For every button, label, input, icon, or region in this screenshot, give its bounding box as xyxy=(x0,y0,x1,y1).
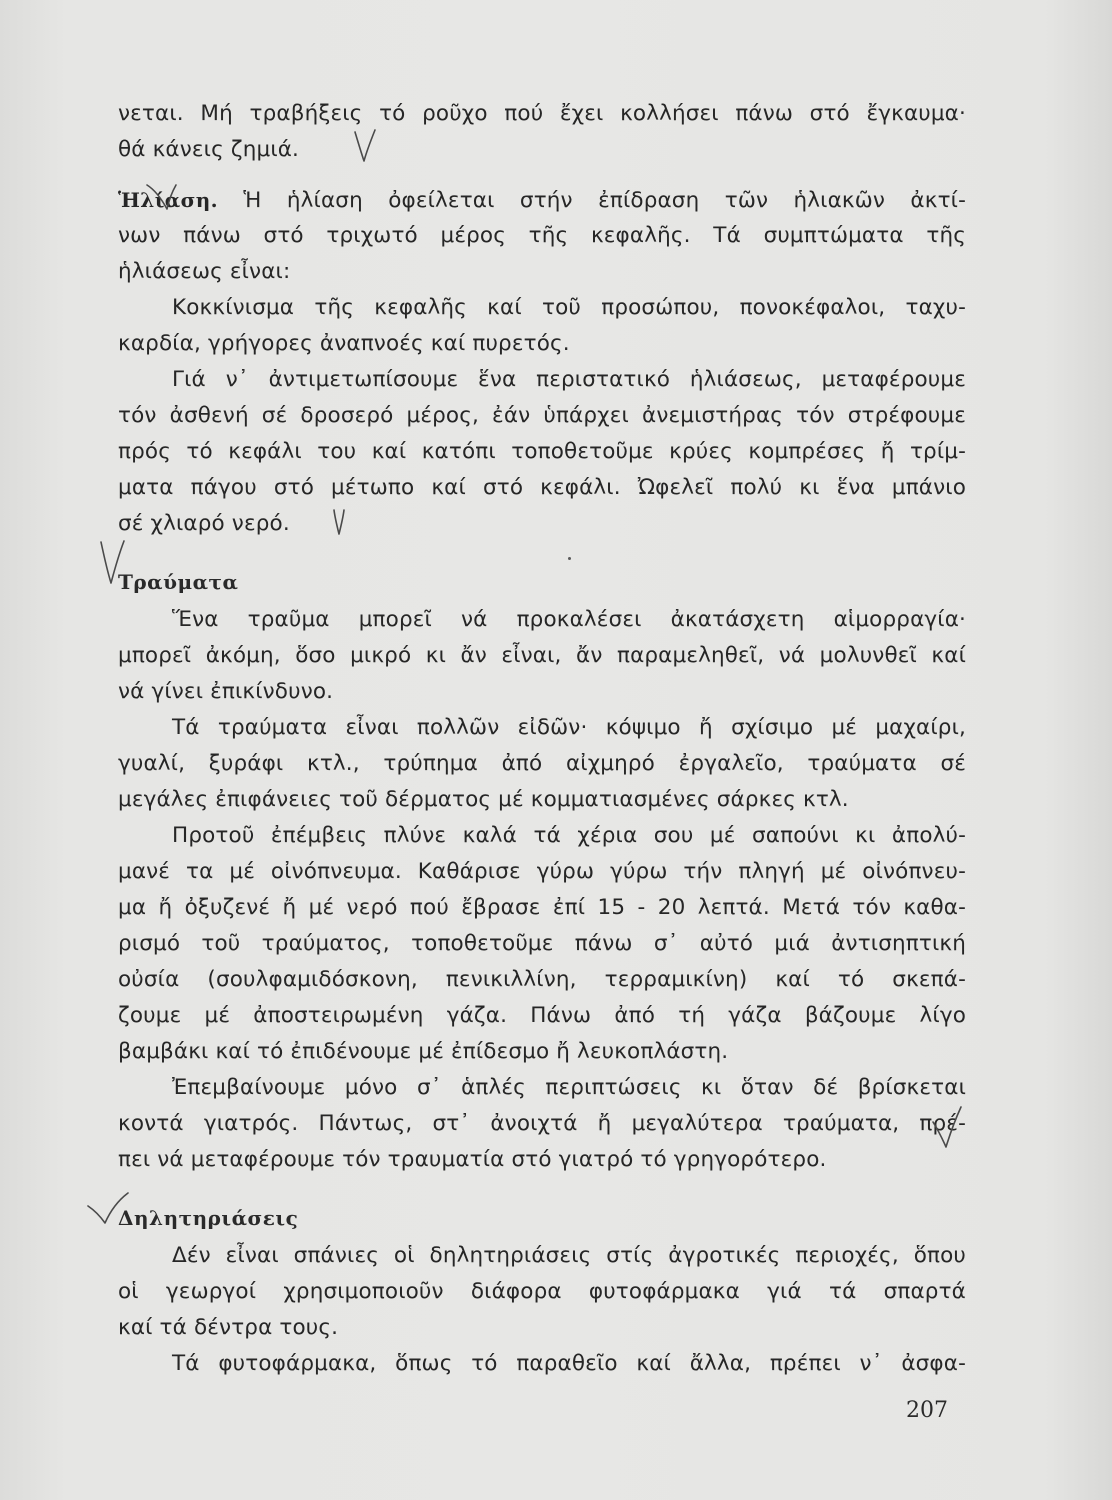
text-line: Γιά ν᾿ ἀντιμετωπίσουμε ἕνα περιστατικό ἡλιάσεως, μεταφέρουμε xyxy=(172,367,966,392)
text-line: πρός τό κεφάλι του καί κατόπι τοποθετοῦμε κρύες κομπρέσες ἤ τρίμ- xyxy=(118,439,966,464)
text-line: νά γίνει ἐπικίνδυνο. xyxy=(118,679,334,704)
text-line: Κοκκίνισμα τῆς κεφαλῆς καί τοῦ προσώπου, πονοκέφαλοι, ταχυ- xyxy=(172,295,966,320)
text-line: μπορεῖ ἀκόμη, ὅσο μικρό κι ἄν εἶναι, ἄν παραμεληθεῖ, νά μολυνθεῖ καί xyxy=(118,643,966,668)
ink-speck xyxy=(568,557,571,560)
page-text xyxy=(118,96,966,1382)
text-line: Προτοῦ ἐπέμβεις πλύνε καλά τά χέρια σου μέ σαπούνι κι ἀπολύ- xyxy=(172,823,966,848)
page-number: 207 xyxy=(906,1398,948,1423)
text-line: σέ χλιαρό νερό. xyxy=(118,511,290,536)
text-line: ρισμό τοῦ τραύματος, τοποθετοῦμε πάνω σ᾿ αὐτό μιά ἀντισηπτική xyxy=(118,931,966,956)
text-line: κοντά γιατρός. Πάντως, στ᾿ ἀνοιχτά ἤ μεγαλύτερα τραύματα, πρέ- xyxy=(118,1111,966,1136)
text-line: βαμβάκι καί τό ἐπιδένουμε μέ ἐπίδεσμο ἤ λευκοπλάστη. xyxy=(118,1039,729,1064)
text-line: μα ἤ ὀξυζενέ ἤ μέ νερό πού ἔβρασε ἐπί 15 - 20 λεπτά. Μετά τόν καθα- xyxy=(118,895,966,920)
text-line: Ἕνα τραῦμα μπορεῖ νά προκαλέσει ἀκατάσχετη αἱμορραγία· xyxy=(172,607,966,632)
text-line: ζουμε μέ ἀποστειρωμένη γάζα. Πάνω ἀπό τή γάζα βάζουμε λίγο xyxy=(118,1003,966,1028)
text-line-rest: Ἡ ἡλίαση ὀφείλεται στήν ἐπίδραση τῶν ἡλιακῶν ἀκτί- xyxy=(218,188,966,213)
text-line: Τά τραύματα εἶναι πολλῶν εἰδῶν· κόψιμο ἤ σχίσιμο μέ μαχαίρι, xyxy=(172,715,966,740)
text-line: καί τά δέντρα τους. xyxy=(118,1315,339,1340)
text-line: οἱ γεωργοί χρησιμοποιοῦν διάφορα φυτοφάρμακα γιά τά σπαρτά xyxy=(118,1279,966,1304)
text-line: ἡλιάσεως εἶναι: xyxy=(118,259,291,284)
text-line: θά κάνεις ζημιά. xyxy=(118,137,300,162)
text-line: καρδία, γρήγορες ἀναπνοές καί πυρετός. xyxy=(118,331,570,356)
text-line: νεται. Μή τραβήξεις τό ροῦχο πού ἔχει κολλήσει πάνω στό ἔγκαυμα· xyxy=(118,101,966,126)
text-line: τόν ἀσθενή σέ δροσερό μέρος, ἐάν ὑπάρχει ἀνεμιστήρας τόν στρέφουμε xyxy=(118,403,966,428)
section-heading-traumata: Τραύματα xyxy=(118,570,239,594)
text-line: ματα πάγου στό μέτωπο καί στό κεφάλι. Ὠφελεῖ πολύ κι ἕνα μπάνιο xyxy=(118,475,966,500)
text-line: Ἐπεμβαίνουμε μόνο σ᾿ ἁπλές περιπτώσεις κι ὅταν δέ βρίσκεται xyxy=(172,1075,966,1100)
text-line: οὐσία (σουλφαμιδόσκονη, πενικιλλίνη, τερραμικίνη) καί τό σκεπά- xyxy=(118,967,966,992)
text-line xyxy=(118,182,966,218)
text-line: νων πάνω στό τριχωτό μέρος τῆς κεφαλῆς. Τά συμπτώματα τῆς xyxy=(118,223,966,248)
text-line: μεγάλες ἐπιφάνειες τοῦ δέρματος μέ κομματιασμένες σάρκες κτλ. xyxy=(118,787,849,812)
text-line: μανέ τα μέ οἰνόπνευμα. Καθάρισε γύρω γύρω τήν πληγή μέ οἰνόπνευ- xyxy=(118,859,966,884)
text-line: Τά φυτοφάρμακα, ὅπως τό παραθεῖο καί ἄλλα, πρέπει ν᾿ ἀσφα- xyxy=(172,1351,966,1376)
text-line: γυαλί, ξυράφι κτλ., τρύπημα ἀπό αἰχμηρό ἐργαλεῖο, τραύματα σέ xyxy=(118,751,966,776)
section-heading-dilitiriaseis: Δηλητηριάσεις xyxy=(118,1206,299,1230)
text-line: Δέν εἶναι σπάνιες οἱ δηλητηριάσεις στίς ἀγροτικές περιοχές, ὅπου xyxy=(172,1243,966,1268)
text-line: πει νά μεταφέρουμε τόν τραυματία στό γιατρό τό γρηγορότερο. xyxy=(118,1147,827,1172)
section-heading-heliasi: Ἡλίαση. xyxy=(118,188,219,212)
